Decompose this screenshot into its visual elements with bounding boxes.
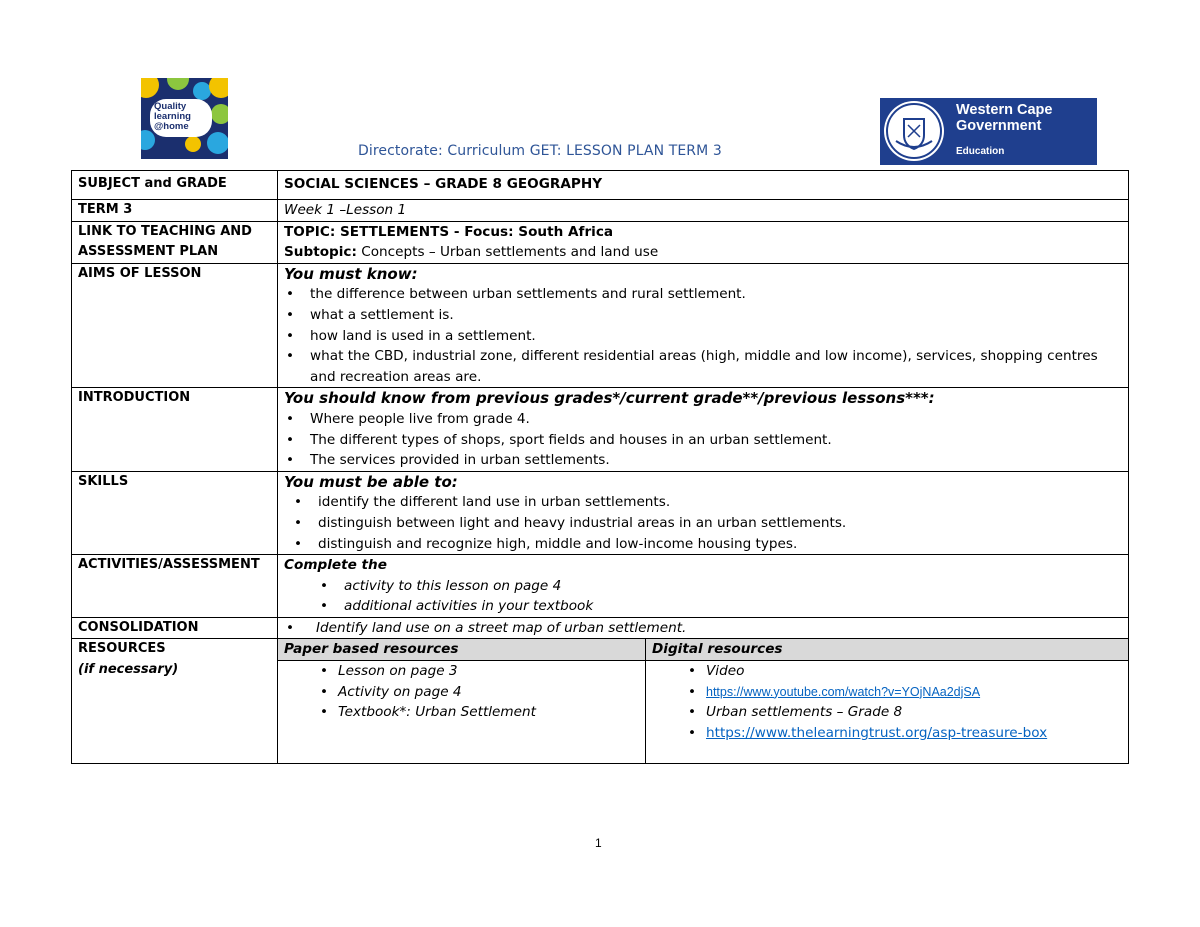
resources-label-cell: [72, 639, 278, 764]
subject-value: SOCIAL SCIENCES – GRADE 8 GEOGRAPHY: [278, 171, 1129, 200]
aims-label: AIMS OF LESSON: [72, 263, 278, 388]
logo-department: Education: [956, 146, 1005, 157]
skills-label: SKILLS: [72, 471, 278, 554]
row-aims: [72, 263, 1129, 388]
aims-list: [284, 284, 1122, 387]
learning-trust-link[interactable]: https://www.thelearningtrust.org/asp-treasure-box: [706, 724, 1048, 741]
row-introduction: [72, 388, 1129, 471]
youtube-link[interactable]: https://www.youtube.com/watch?v=YOjNAa2djSA: [706, 684, 981, 699]
aims-heading: You must know:: [284, 264, 418, 283]
consolidation-value: [278, 617, 1129, 639]
quality-learning-at-home-logo: [141, 78, 228, 159]
link-value: [278, 221, 1129, 263]
row-term: [72, 200, 1129, 222]
list-item: • activity to this lesson on page 4: [284, 576, 1122, 597]
paper-resources-cell: [278, 661, 646, 764]
row-consolidation: [72, 617, 1129, 639]
resources-label: RESOURCES: [78, 641, 166, 657]
skills-list: [284, 492, 1122, 554]
lesson-plan-table: [71, 170, 1129, 764]
digital-resources-cell: [646, 661, 1129, 764]
resources-body-row: [278, 661, 1128, 764]
row-resources: [72, 639, 1129, 764]
list-item: • The different types of shops, sport fields and houses in an urban settlement.: [284, 430, 1122, 451]
list-item: • Activity on page 4: [284, 682, 639, 703]
activities-list: [284, 576, 1122, 617]
digital-resources-list: [652, 661, 1122, 743]
list-item: [652, 682, 1122, 703]
term-value: Week 1 –Lesson 1: [278, 200, 1129, 222]
list-item: • Urban settlements – Grade 8: [652, 702, 1122, 723]
link-label: LINK TO TEACHING AND ASSESSMENT PLAN: [72, 221, 278, 263]
activities-heading: Complete the: [284, 557, 387, 574]
paper-resources-list: [284, 661, 639, 723]
topic-text: TOPIC: SETTLEMENTS - Focus: South Africa: [284, 223, 614, 240]
subtopic-text: [284, 242, 1122, 263]
list-item: • Identify land use on a street map of urban settlement.: [284, 618, 1122, 639]
list-item: • Where people live from grade 4.: [284, 409, 1122, 430]
introduction-label: INTRODUCTION: [72, 388, 278, 471]
logo-text: Quality learning @home: [150, 99, 212, 137]
resources-header-row: [278, 639, 1128, 660]
consolidation-label: CONSOLIDATION: [72, 617, 278, 639]
row-activities: [72, 555, 1129, 618]
row-link: [72, 221, 1129, 263]
row-skills: [72, 471, 1129, 554]
coat-of-arms-icon: [884, 101, 944, 161]
introduction-list: [284, 409, 1122, 471]
page-number: 1: [595, 836, 602, 850]
resources-value: [278, 639, 1129, 764]
subtopic-label: Subtopic:: [284, 244, 357, 261]
skills-heading: You must be able to:: [284, 472, 458, 491]
term-label: TERM 3: [72, 200, 278, 222]
logo-government-name: Western Cape Government: [956, 102, 1053, 134]
resources-table: [278, 639, 1128, 763]
aims-value: [278, 263, 1129, 388]
resources-sublabel: (if necessary): [78, 662, 179, 678]
row-subject: [72, 171, 1129, 200]
list-item: [652, 723, 1122, 744]
introduction-heading: You should know from previous grades*/current grade**/previous lessons***:: [284, 389, 935, 408]
introduction-value: [278, 388, 1129, 471]
list-item: • distinguish and recognize high, middle and low-income housing types.: [284, 534, 1122, 555]
western-cape-government-logo: [880, 98, 1097, 165]
activities-label: ACTIVITIES/ASSESSMENT: [72, 555, 278, 618]
subject-label: SUBJECT and GRADE: [72, 171, 278, 200]
list-item: • Textbook*: Urban Settlement: [284, 702, 639, 723]
activities-value: [278, 555, 1129, 618]
list-item: • additional activities in your textbook: [284, 596, 1122, 617]
list-item: • The services provided in urban settlements.: [284, 450, 1122, 471]
list-item: • what the CBD, industrial zone, different residential areas (high, middle and low income), services, shopping centres and recreation areas are.: [284, 346, 1122, 387]
list-item: • what a settlement is.: [284, 305, 1122, 326]
paper-resources-heading: Paper based resources: [278, 639, 646, 660]
directorate-heading: Directorate: Curriculum GET: LESSON PLAN TERM 3: [358, 143, 722, 159]
skills-value: [278, 471, 1129, 554]
list-item: • how land is used in a settlement.: [284, 326, 1122, 347]
list-item: • Video: [652, 661, 1122, 682]
consolidation-list: [284, 618, 1122, 639]
list-item: • the difference between urban settlements and rural settlement.: [284, 284, 1122, 305]
subtopic-value: Concepts – Urban settlements and land use: [356, 244, 659, 261]
digital-resources-heading: Digital resources: [646, 639, 1129, 660]
list-item: • identify the different land use in urban settlements.: [284, 492, 1122, 513]
list-item: • Lesson on page 3: [284, 661, 639, 682]
list-item: • distinguish between light and heavy industrial areas in an urban settlements.: [284, 513, 1122, 534]
